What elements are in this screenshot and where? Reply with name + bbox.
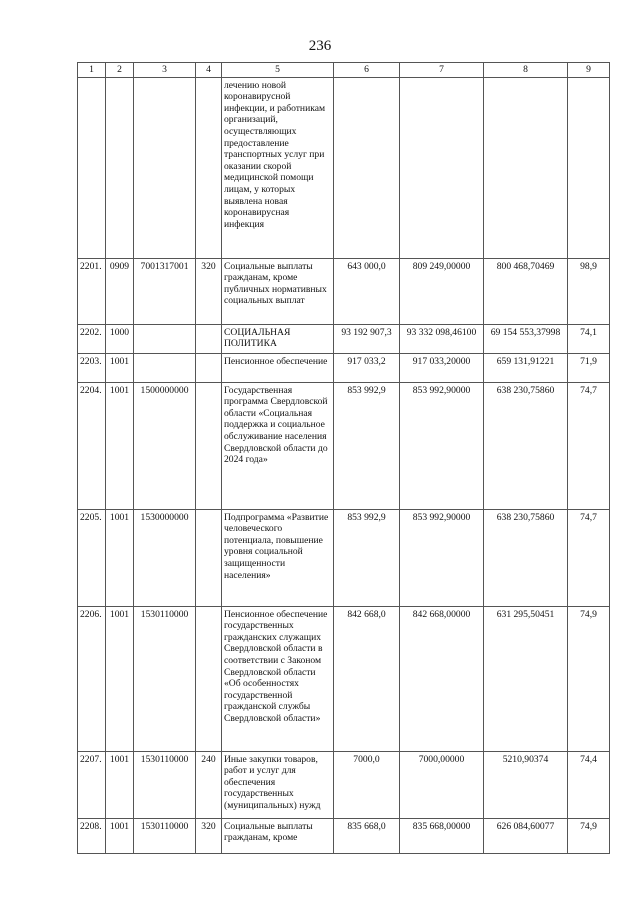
cell-name: Пенсионное обеспечение государственных гражданских служащих Свердловской области в соответствии с Законом Свердловской области «Об особенностях государственной гражданской службы Свердловской области» <box>222 606 334 751</box>
cell-target-code: 1530110000 <box>134 818 196 853</box>
cell-empty <box>334 77 400 258</box>
budget-table <box>77 62 610 854</box>
table-header-row <box>78 63 610 78</box>
cell-planned: 93 332 098,46100 <box>400 324 484 353</box>
column-header: 6 <box>334 63 400 78</box>
cell-executed: 659 131,91221 <box>484 353 568 382</box>
cell-planned: 853 992,90000 <box>400 509 484 606</box>
cell-row-number: 2203. <box>78 353 106 382</box>
cell-name: Социальные выплаты гражданам, кроме <box>222 818 334 853</box>
table-row <box>78 324 610 353</box>
cell-empty <box>78 77 106 258</box>
cell-empty <box>196 77 222 258</box>
cell-approved: 93 192 907,3 <box>334 324 400 353</box>
cell-planned: 809 249,00000 <box>400 258 484 324</box>
cell-section-code: 1001 <box>106 353 134 382</box>
cell-approved: 643 000,0 <box>334 258 400 324</box>
column-header: 4 <box>196 63 222 78</box>
cell-section-code: 0909 <box>106 258 134 324</box>
column-header: 2 <box>106 63 134 78</box>
cell-row-number: 2201. <box>78 258 106 324</box>
cell-executed: 5210,90374 <box>484 751 568 818</box>
cell-percent: 71,9 <box>568 353 610 382</box>
cell-executed: 69 154 553,37998 <box>484 324 568 353</box>
cell-percent: 74,1 <box>568 324 610 353</box>
cell-row-number: 2207. <box>78 751 106 818</box>
cell-empty <box>400 77 484 258</box>
column-header: 1 <box>78 63 106 78</box>
cell-approved: 853 992,9 <box>334 509 400 606</box>
table-row <box>78 509 610 606</box>
page-number: 236 <box>308 38 332 54</box>
cell-percent: 74,9 <box>568 606 610 751</box>
cell-row-number: 2208. <box>78 818 106 853</box>
cell-expense-type: 320 <box>196 818 222 853</box>
cell-expense-type <box>196 324 222 353</box>
cell-section-code: 1000 <box>106 324 134 353</box>
column-header: 3 <box>134 63 196 78</box>
cell-name: СОЦИАЛЬНАЯ ПОЛИТИКА <box>222 324 334 353</box>
cell-row-number: 2206. <box>78 606 106 751</box>
cell-name: Социальные выплаты гражданам, кроме публичных нормативных социальных выплат <box>222 258 334 324</box>
cell-executed: 800 468,70469 <box>484 258 568 324</box>
cell-section-code: 1001 <box>106 818 134 853</box>
table-row <box>78 606 610 751</box>
cell-empty <box>106 77 134 258</box>
cell-executed: 638 230,75860 <box>484 382 568 509</box>
cell-percent: 98,9 <box>568 258 610 324</box>
cell-expense-type <box>196 353 222 382</box>
cell-empty <box>484 77 568 258</box>
column-header: 7 <box>400 63 484 78</box>
cell-approved: 917 033,2 <box>334 353 400 382</box>
cell-target-code: 1530110000 <box>134 606 196 751</box>
cell-target-code: 1530000000 <box>134 509 196 606</box>
cell-planned: 917 033,20000 <box>400 353 484 382</box>
cell-name: Государственная программа Свердловской области «Социальная поддержка и социальное обслуживание населения Свердловской области до 2024 года» <box>222 382 334 509</box>
cell-expense-type <box>196 382 222 509</box>
cell-percent: 74,4 <box>568 751 610 818</box>
cell-expense-type <box>196 606 222 751</box>
table-row <box>78 382 610 509</box>
table-row <box>78 258 610 324</box>
cell-approved: 842 668,0 <box>334 606 400 751</box>
cell-row-number: 2205. <box>78 509 106 606</box>
cell-expense-type: 320 <box>196 258 222 324</box>
cell-approved: 853 992,9 <box>334 382 400 509</box>
cell-target-code: 1500000000 <box>134 382 196 509</box>
cell-section-code: 1001 <box>106 751 134 818</box>
column-header: 9 <box>568 63 610 78</box>
cell-section-code: 1001 <box>106 382 134 509</box>
cell-executed: 626 084,60077 <box>484 818 568 853</box>
cell-approved: 7000,0 <box>334 751 400 818</box>
cell-percent: 74,9 <box>568 818 610 853</box>
cell-name: Подпрограмма «Развитие человеческого потенциала, повышение уровня социальной защищенности населения» <box>222 509 334 606</box>
cell-percent: 74,7 <box>568 382 610 509</box>
cell-name: Иные закупки товаров, работ и услуг для обеспечения государственных (муниципальных) нужд <box>222 751 334 818</box>
table-row <box>78 751 610 818</box>
cell-target-code: 1530110000 <box>134 751 196 818</box>
column-header: 8 <box>484 63 568 78</box>
cell-section-code: 1001 <box>106 509 134 606</box>
cell-expense-type: 240 <box>196 751 222 818</box>
cell-name: лечению новой коронавирусной инфекции, и работникам организаций, осуществляющих предоставление транспортных услуг при оказании скорой медицинской помощи лицам, у которых выявлена новая коронавирусная инфекция <box>222 77 334 258</box>
table-row <box>78 353 610 382</box>
cell-empty <box>568 77 610 258</box>
cell-percent: 74,7 <box>568 509 610 606</box>
cell-empty <box>134 77 196 258</box>
cell-approved: 835 668,0 <box>334 818 400 853</box>
cell-executed: 638 230,75860 <box>484 509 568 606</box>
cell-row-number: 2204. <box>78 382 106 509</box>
cell-target-code: 7001317001 <box>134 258 196 324</box>
cell-planned: 853 992,90000 <box>400 382 484 509</box>
cell-target-code <box>134 353 196 382</box>
cell-row-number: 2202. <box>78 324 106 353</box>
cell-name: Пенсионное обеспечение <box>222 353 334 382</box>
cell-target-code <box>134 324 196 353</box>
cell-planned: 842 668,00000 <box>400 606 484 751</box>
column-header: 5 <box>222 63 334 78</box>
cell-planned: 835 668,00000 <box>400 818 484 853</box>
table-row <box>78 818 610 853</box>
cell-executed: 631 295,50451 <box>484 606 568 751</box>
cell-expense-type <box>196 509 222 606</box>
cell-planned: 7000,00000 <box>400 751 484 818</box>
cell-section-code: 1001 <box>106 606 134 751</box>
table-row-continuation <box>78 77 610 258</box>
